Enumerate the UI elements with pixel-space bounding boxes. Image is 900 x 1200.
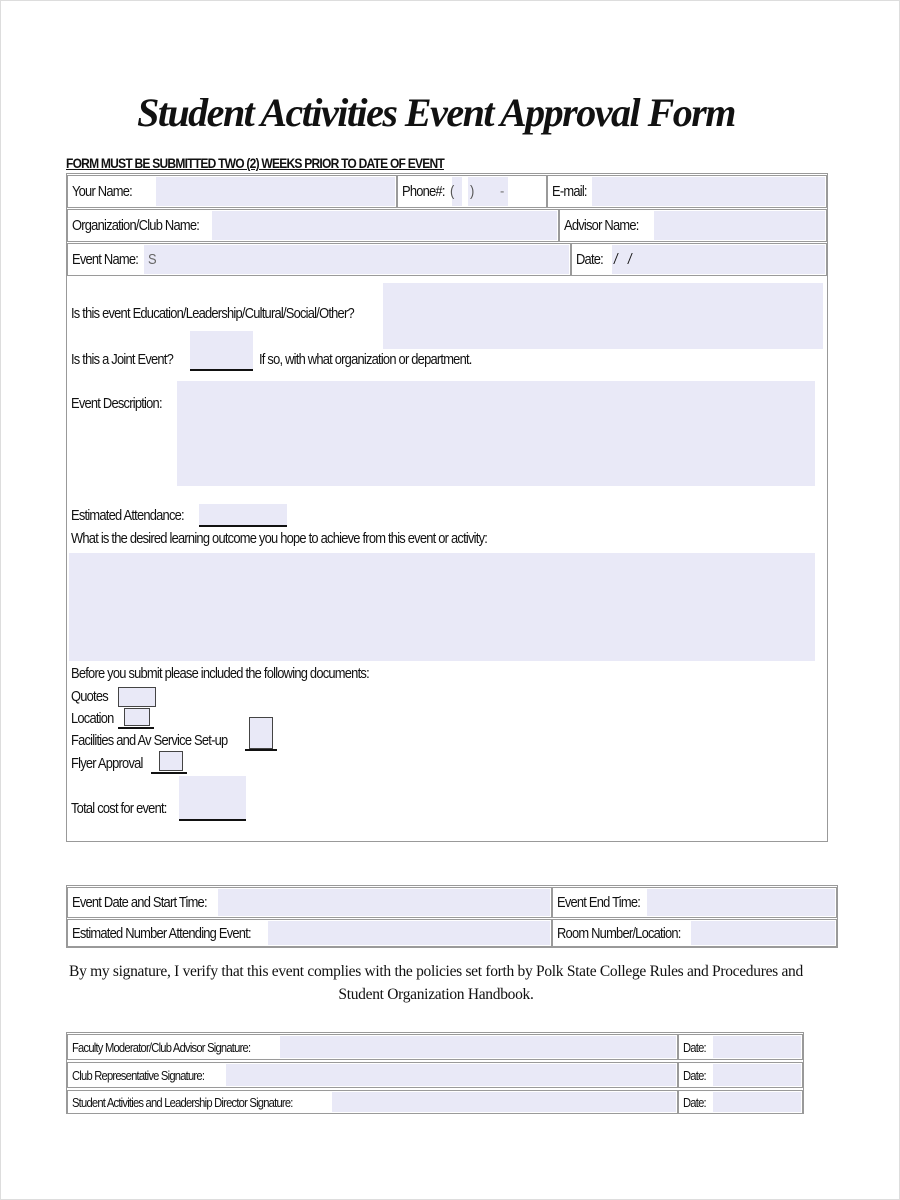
statement-line: Student Organization Handbook.	[338, 986, 534, 1003]
room-label: Room Number/Location:	[557, 925, 681, 942]
statement-line: By my signature, I verify that this event complies with the policies set forth by Polk State College Rules and Procedures and	[69, 963, 803, 980]
your-name-label: Your Name:	[72, 183, 132, 200]
location-underline	[118, 727, 154, 729]
event-description-label: Event Description:	[71, 395, 162, 412]
advisor-label: Advisor Name:	[564, 217, 639, 234]
signature-label: Student Activities and Leadership Director Signature:	[72, 1095, 293, 1110]
event-end-field[interactable]	[552, 887, 837, 918]
phone-paren: (	[450, 183, 454, 200]
attending-label: Estimated Number Attending Event:	[72, 925, 251, 942]
page-title: Student Activities Event Approval Form	[137, 90, 735, 135]
facilities-underline	[245, 749, 277, 751]
doc-facilities-label: Facilities and Av Service Set-up	[71, 732, 228, 749]
event-start-field[interactable]	[67, 887, 552, 918]
date-label: Date:	[683, 1068, 706, 1083]
documents-instruction: Before you submit please included the following documents:	[71, 665, 369, 682]
phone-dash: -	[500, 183, 504, 200]
date-field[interactable]	[571, 243, 827, 276]
total-cost-input[interactable]	[179, 776, 246, 821]
location-checkbox[interactable]	[124, 708, 150, 726]
date-slashes: / /	[614, 251, 631, 268]
joint-event-followup: If so, with what organization or department.	[259, 351, 472, 368]
signature-statement	[1, 960, 871, 1006]
event-description-input[interactable]	[177, 381, 815, 486]
email-label: E-mail:	[552, 183, 587, 200]
date-label: Date:	[683, 1040, 706, 1055]
signature-label: Club Representative Signature:	[72, 1068, 205, 1083]
organization-label: Organization/Club Name:	[72, 217, 200, 234]
event-name-field[interactable]	[67, 243, 571, 276]
joint-event-input[interactable]	[190, 331, 253, 371]
doc-flyer-label: Flyer Approval	[71, 755, 143, 772]
flyer-underline	[151, 772, 187, 774]
phone-field[interactable]	[397, 175, 547, 208]
attending-field[interactable]	[67, 919, 552, 947]
representative-signature-field[interactable]	[67, 1062, 678, 1088]
advisor-signature-field[interactable]	[67, 1034, 678, 1060]
total-cost-label: Total cost for event:	[71, 800, 167, 817]
attendance-label: Estimated Attendance:	[71, 507, 184, 524]
doc-location-label: Location	[71, 710, 114, 727]
event-name-value: S	[148, 251, 156, 268]
event-name-label: Event Name:	[72, 251, 139, 268]
learning-outcome-question: What is the desired learning outcome you hope to achieve from this event or activity:	[71, 530, 488, 547]
event-type-question: Is this event Education/Leadership/Cultural/Social/Other?	[71, 305, 354, 322]
phone-label: Phone#:	[402, 183, 445, 200]
quotes-checkbox[interactable]	[118, 687, 156, 707]
event-type-input[interactable]	[383, 283, 823, 349]
joint-event-question: Is this a Joint Event?	[71, 351, 174, 368]
organization-field[interactable]	[67, 209, 559, 242]
signature-date-field[interactable]	[678, 1062, 803, 1088]
phone-paren: )	[470, 183, 474, 200]
signature-date-field[interactable]	[678, 1090, 803, 1114]
director-signature-field[interactable]	[67, 1090, 678, 1114]
flyer-checkbox[interactable]	[159, 751, 183, 771]
signature-date-field[interactable]	[678, 1034, 803, 1060]
event-end-label: Event End Time:	[557, 894, 641, 911]
event-start-label: Event Date and Start Time:	[72, 894, 207, 911]
date-label: Date:	[683, 1095, 706, 1110]
date-label: Date:	[576, 251, 603, 268]
learning-outcome-input[interactable]	[69, 553, 815, 661]
room-field[interactable]	[552, 919, 837, 947]
signature-label: Faculty Moderator/Club Advisor Signature:	[72, 1040, 251, 1055]
your-name-field[interactable]	[67, 175, 397, 208]
facilities-checkbox[interactable]	[249, 717, 273, 749]
attendance-input[interactable]	[199, 504, 287, 527]
doc-quotes-label: Quotes	[71, 688, 108, 705]
email-field[interactable]	[547, 175, 827, 208]
advisor-field[interactable]	[559, 209, 827, 242]
submission-notice: FORM MUST BE SUBMITTED TWO (2) WEEKS PRIOR TO DATE OF EVENT	[66, 155, 444, 171]
